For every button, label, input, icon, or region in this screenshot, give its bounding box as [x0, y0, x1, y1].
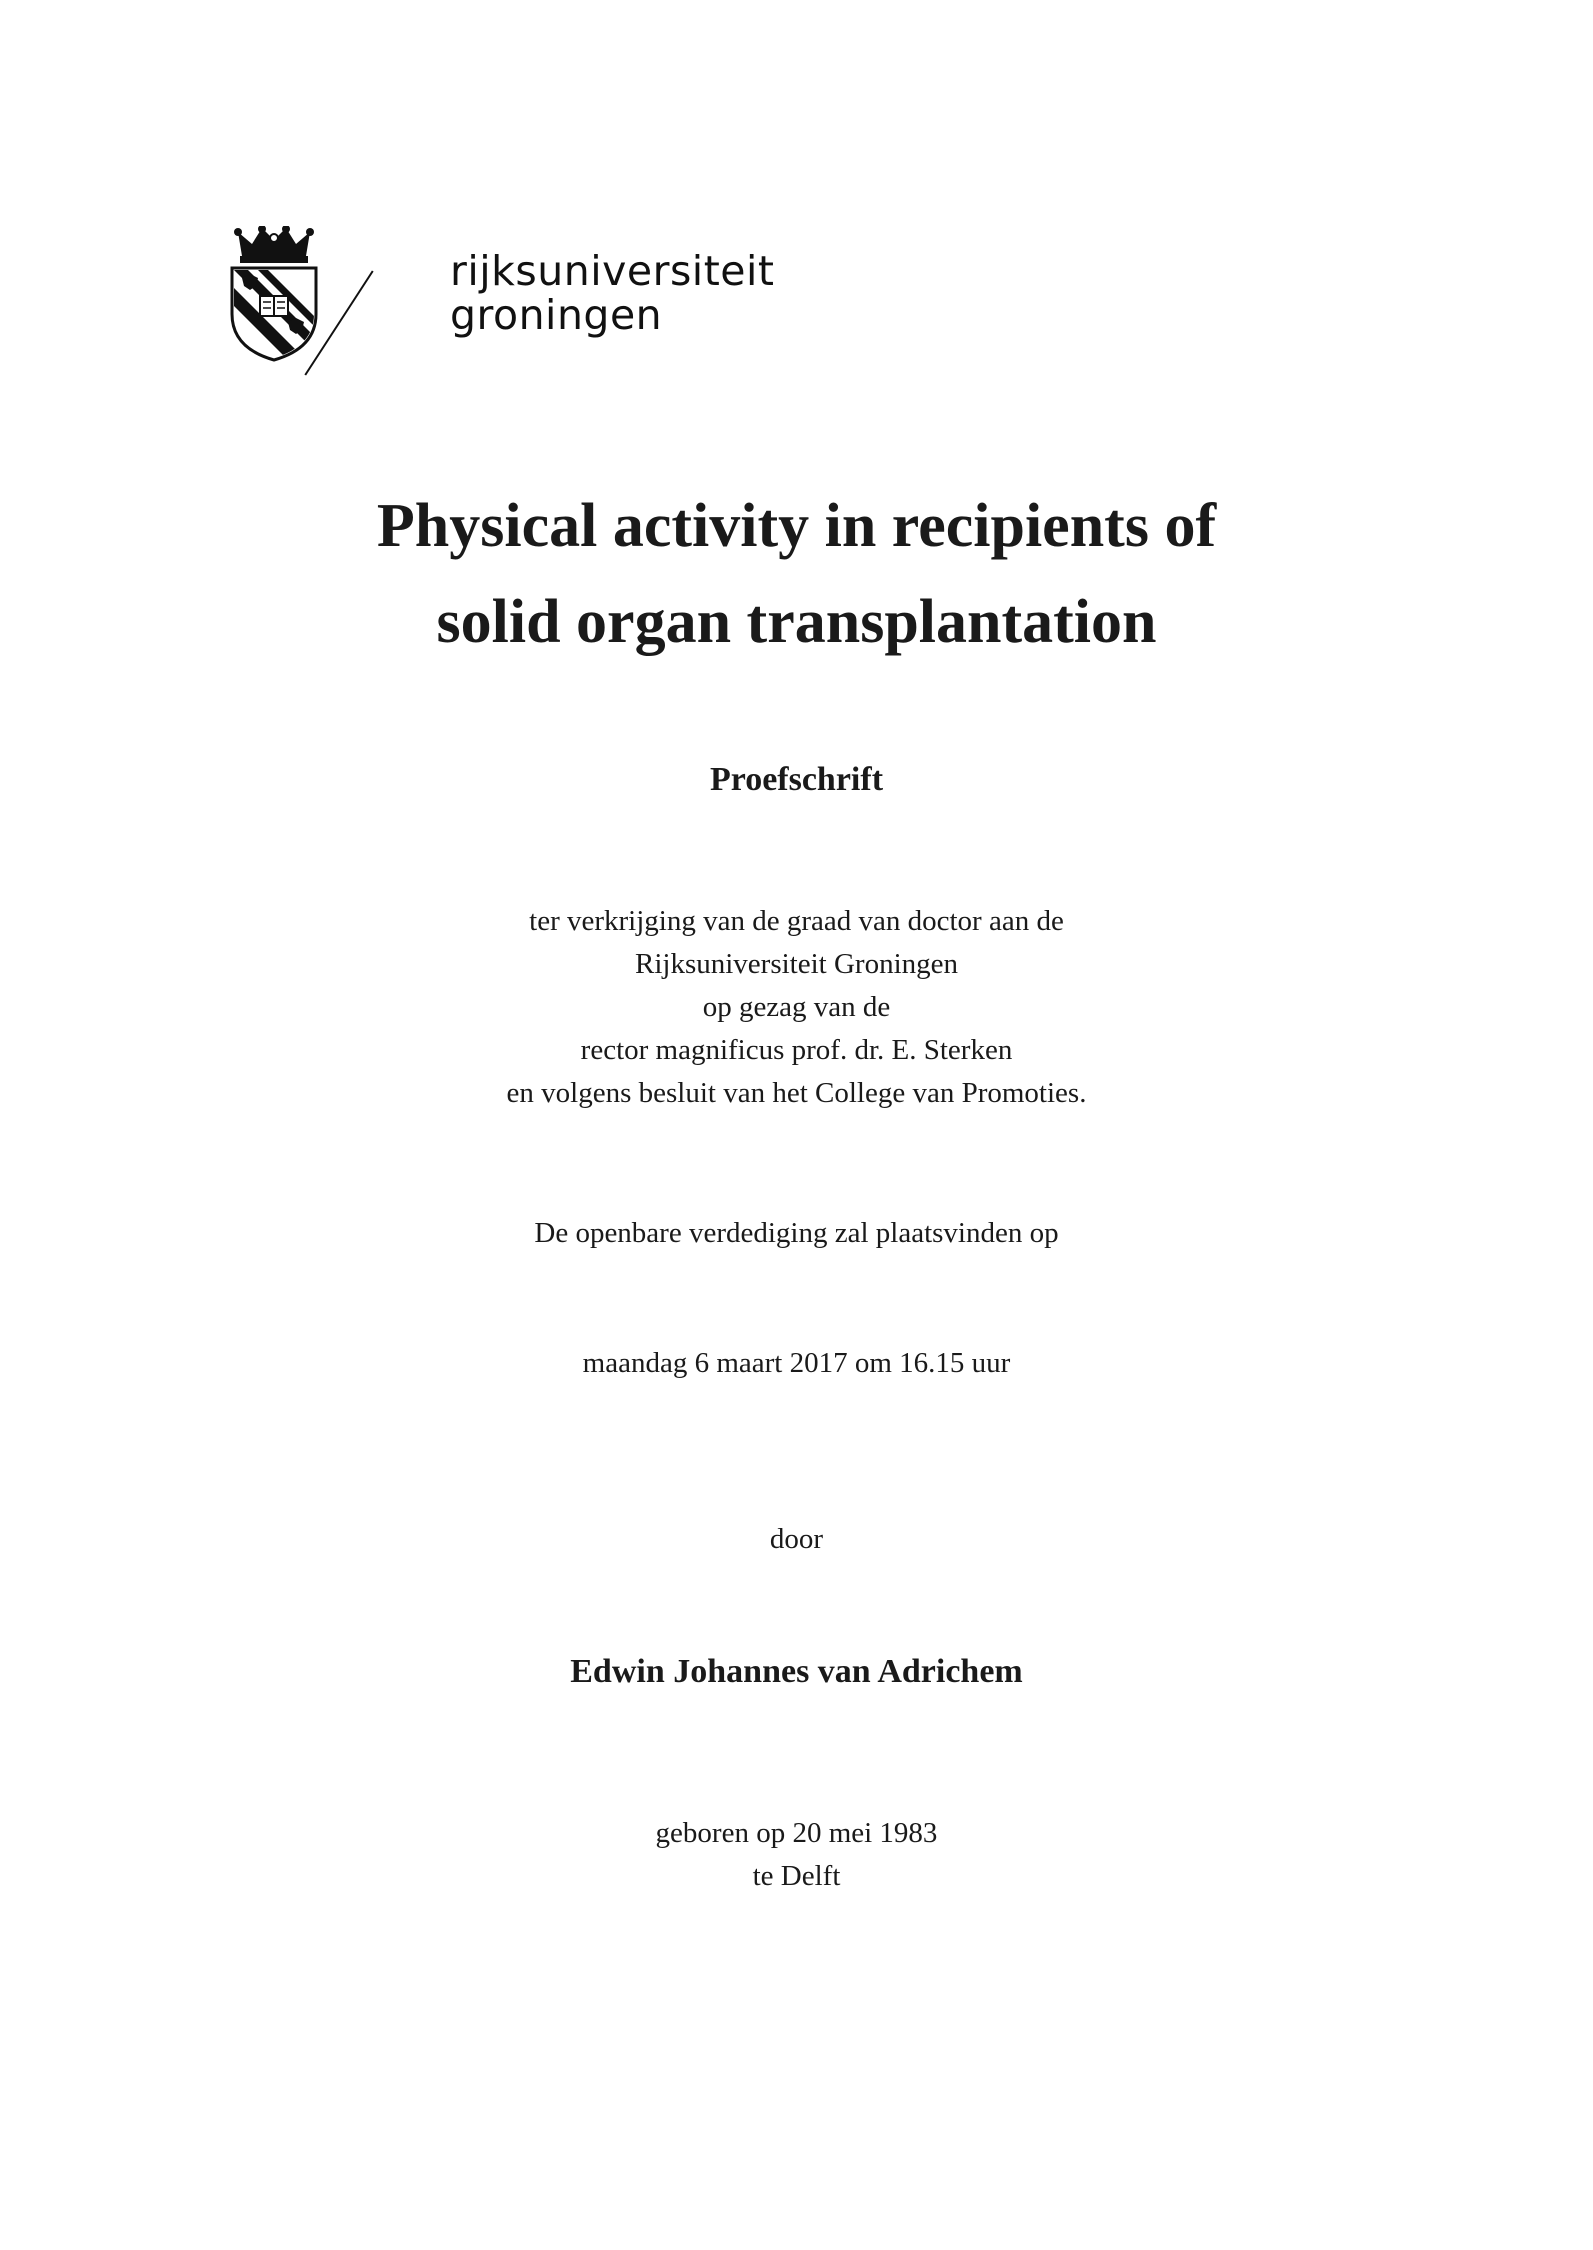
degree-statement [0, 900, 1593, 1115]
document-type: Proefschrift [709, 761, 884, 798]
by-label [0, 1518, 1593, 1561]
degree-line-3: op gezag van de [702, 991, 891, 1023]
university-wordmark [450, 249, 774, 337]
university-logo [228, 226, 868, 366]
defense-date-text: maandag 6 maart 2017 om 16.15 uur [582, 1347, 1011, 1379]
birth-info [0, 1812, 1593, 1898]
wordmark-line-2: groningen [450, 291, 663, 339]
thesis-title-line-1: Physical activity in recipients of [376, 492, 1217, 560]
by-text: door [769, 1523, 824, 1555]
defense-intro-text: De openbare verdediging zal plaatsvinden op [534, 1217, 1059, 1249]
thesis-title-line-2: solid organ transplantation [436, 588, 1157, 656]
degree-line-5: en volgens besluit van het College van Promoties. [506, 1077, 1087, 1109]
thesis-title [0, 478, 1593, 670]
birth-place: te Delft [752, 1860, 841, 1892]
degree-line-1: ter verkrijging van de graad van doctor aan de [529, 905, 1064, 937]
degree-line-2: Rijksuniversiteit Groningen [635, 948, 958, 980]
wordmark-line-1: rijksuniversiteit [450, 247, 775, 295]
university-crest-icon [228, 226, 320, 362]
defense-date [0, 1342, 1593, 1385]
author-name: Edwin Johannes van Adrichem [570, 1653, 1023, 1690]
defense-intro [0, 1212, 1593, 1255]
degree-line-4: rector magnificus prof. dr. E. Sterken [580, 1034, 1013, 1066]
birth-date: geboren op 20 mei 1983 [655, 1817, 938, 1849]
